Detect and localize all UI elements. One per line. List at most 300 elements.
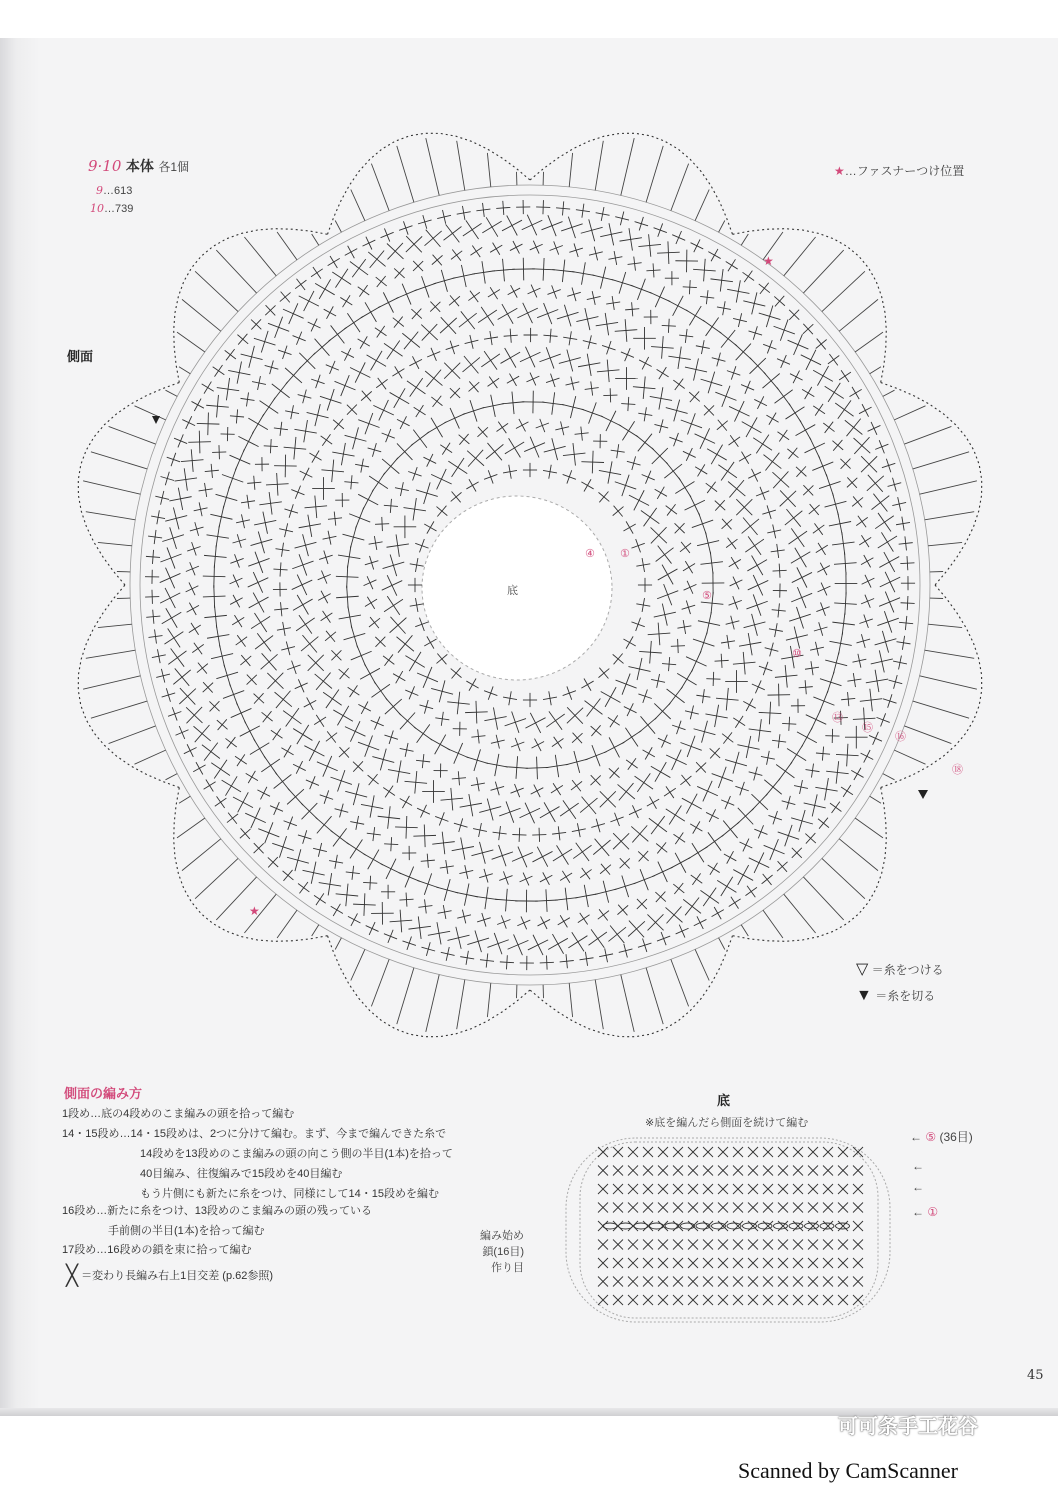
double-crochet-mark	[202, 743, 220, 761]
single-crochet-mark	[329, 855, 343, 869]
single-crochet-mark	[344, 475, 358, 489]
single-crochet-mark	[600, 864, 611, 875]
single-crochet-mark	[410, 558, 424, 572]
double-crochet-mark	[566, 751, 588, 773]
double-crochet-mark	[812, 456, 833, 477]
base-stitch-mark	[673, 1221, 683, 1231]
single-crochet-mark	[646, 263, 660, 277]
single-crochet-mark	[591, 819, 605, 833]
base-stitch-mark	[793, 1295, 803, 1305]
cut-thread-icon: ▼	[856, 987, 872, 1004]
double-crochet-mark	[421, 324, 437, 340]
double-crochet-mark	[791, 548, 810, 567]
single-crochet-mark	[638, 938, 651, 951]
single-crochet-mark	[450, 388, 460, 398]
single-crochet-mark	[365, 556, 379, 570]
double-crochet-mark	[274, 455, 297, 478]
double-crochet-mark	[666, 906, 683, 923]
base-stitch-mark	[793, 1277, 803, 1287]
single-crochet-mark	[484, 470, 497, 483]
single-crochet-mark	[696, 340, 710, 354]
base-stitch-mark	[733, 1166, 743, 1176]
double-crochet-mark	[223, 684, 244, 705]
double-crochet-mark	[789, 607, 811, 629]
single-crochet-mark	[629, 805, 642, 818]
single-crochet-mark	[856, 516, 867, 527]
single-crochet-mark	[882, 459, 895, 472]
double-crochet-mark	[613, 833, 629, 849]
single-crochet-mark	[321, 611, 333, 623]
base-arrow-3: ←	[912, 1180, 924, 1194]
double-crochet-mark	[667, 687, 685, 705]
treble-stitch-mark	[695, 949, 709, 980]
single-crochet-mark	[162, 688, 176, 702]
single-crochet-mark	[825, 729, 839, 743]
base-stitch-mark	[613, 1258, 623, 1268]
double-crochet-mark	[463, 220, 482, 239]
single-crochet-mark	[743, 699, 755, 711]
single-crochet-mark	[896, 517, 910, 531]
double-crochet-mark	[647, 914, 663, 930]
single-crochet-mark	[572, 733, 582, 743]
base-stitch-mark	[703, 1295, 713, 1305]
single-crochet-mark	[471, 777, 485, 791]
base-stitch-mark	[673, 1277, 683, 1287]
base-stitch-mark	[838, 1203, 848, 1213]
double-crochet-mark	[629, 490, 649, 510]
single-crochet-mark	[436, 506, 447, 517]
double-crochet-mark	[486, 754, 508, 776]
double-crochet-mark	[394, 515, 417, 538]
treble-stitch-mark	[426, 138, 439, 195]
single-crochet-mark	[358, 336, 370, 348]
single-crochet-mark	[772, 603, 786, 617]
double-crochet-mark	[505, 438, 524, 457]
single-crochet-mark	[796, 466, 806, 476]
base-stitch-mark	[613, 1295, 623, 1305]
single-crochet-mark	[466, 479, 478, 491]
single-crochet-mark	[596, 207, 610, 221]
single-crochet-mark	[550, 241, 563, 254]
double-crochet-mark	[358, 490, 378, 510]
single-crochet-mark	[484, 686, 497, 699]
single-crochet-mark	[791, 699, 805, 713]
instruction-line-2: 14・15段め…14・15段めは、2つに分けて編む。まず、今まで編んできた糸で	[62, 1128, 447, 1140]
double-crochet-mark	[292, 575, 313, 596]
double-crochet-mark	[834, 592, 857, 615]
single-crochet-mark	[247, 476, 261, 490]
single-crochet-mark	[571, 780, 582, 791]
double-crochet-mark	[654, 703, 670, 719]
double-crochet-mark	[628, 921, 645, 938]
treble-stitch-mark	[457, 980, 465, 1029]
single-crochet-mark	[488, 377, 500, 389]
single-crochet-mark	[451, 668, 462, 679]
double-crochet-mark	[656, 546, 674, 564]
double-crochet-mark	[735, 344, 752, 361]
single-crochet-mark	[558, 915, 570, 927]
double-crochet-mark	[444, 363, 460, 379]
treble-stitch-mark	[83, 676, 140, 689]
treble-stitch-mark	[646, 146, 663, 202]
double-crochet-mark	[299, 515, 321, 537]
double-crochet-mark	[206, 395, 229, 418]
single-crochet-mark	[189, 623, 201, 635]
double-crochet-mark	[845, 419, 863, 437]
double-crochet-mark	[639, 641, 662, 664]
double-crochet-mark	[578, 354, 600, 376]
base-stitch-mark	[613, 1221, 623, 1231]
treble-stitch-mark	[719, 938, 725, 950]
double-crochet-mark	[373, 400, 393, 420]
base-stitch-mark	[598, 1258, 608, 1268]
double-crochet-mark	[666, 400, 688, 422]
single-crochet-mark	[431, 396, 442, 407]
single-crochet-mark	[326, 731, 337, 742]
double-crochet-mark	[829, 513, 851, 535]
single-crochet-mark	[856, 634, 870, 648]
single-crochet-mark	[419, 700, 433, 714]
double-crochet-mark	[345, 721, 365, 741]
single-crochet-mark	[281, 641, 295, 655]
single-crochet-mark	[892, 497, 906, 511]
treble-stitch-mark	[671, 164, 689, 211]
double-crochet-mark	[471, 842, 493, 864]
treble-stitch-mark	[925, 650, 975, 658]
double-crochet-mark	[582, 402, 603, 423]
treble-stitch-mark	[371, 164, 389, 211]
single-crochet-mark	[773, 564, 787, 578]
double-crochet-mark	[553, 845, 572, 864]
double-crochet-mark	[285, 367, 302, 384]
single-crochet-mark	[274, 602, 288, 616]
base-stitch-mark	[718, 1277, 728, 1287]
single-crochet-mark	[145, 590, 159, 604]
base-stitch-mark	[628, 1166, 638, 1176]
single-crochet-mark	[721, 635, 735, 649]
single-crochet-mark	[400, 743, 414, 757]
single-crochet-mark	[323, 531, 337, 545]
double-crochet-mark	[508, 934, 529, 955]
single-crochet-mark	[499, 871, 512, 884]
single-crochet-mark	[813, 523, 824, 534]
double-crochet-mark	[593, 839, 610, 856]
treble-stitch-mark	[894, 406, 925, 420]
base-stitch-mark	[598, 1147, 608, 1157]
single-crochet-mark	[748, 469, 761, 482]
double-crochet-mark	[272, 382, 290, 400]
single-crochet-mark	[566, 377, 580, 391]
base-stitch-mark	[748, 1240, 758, 1250]
double-crochet-mark	[384, 341, 403, 360]
single-crochet-mark	[254, 693, 264, 703]
base-stitch-mark	[643, 1258, 653, 1268]
single-crochet-mark	[161, 472, 175, 486]
double-crochet-mark	[537, 303, 558, 324]
base-stitch-mark	[628, 1147, 638, 1157]
scallop-lobe	[328, 133, 531, 234]
double-crochet-mark	[238, 431, 258, 451]
single-crochet-mark	[767, 524, 781, 538]
double-crochet-mark	[589, 929, 607, 947]
double-crochet-mark	[685, 358, 707, 380]
base-stitch-mark	[628, 1295, 638, 1305]
base-stitch-mark	[688, 1147, 698, 1157]
single-crochet-mark	[575, 427, 589, 441]
double-crochet-mark	[479, 799, 501, 821]
double-crochet-mark	[506, 756, 529, 779]
single-crochet-mark	[512, 828, 526, 842]
base-stitch-mark	[628, 1258, 638, 1268]
double-crochet-mark	[620, 228, 642, 250]
base-stitch-mark	[823, 1221, 833, 1231]
double-crochet-mark	[686, 651, 707, 672]
treble-stitch-mark	[351, 949, 365, 980]
variant-b-value: …739	[104, 203, 134, 215]
single-crochet-mark	[449, 295, 460, 306]
double-crochet-mark	[520, 347, 541, 368]
double-crochet-mark	[197, 412, 220, 435]
double-crochet-mark	[654, 604, 676, 626]
double-crochet-mark	[165, 507, 187, 529]
double-crochet-mark	[880, 572, 900, 592]
double-crochet-mark	[387, 243, 404, 260]
single-crochet-mark	[384, 730, 397, 743]
double-crochet-mark	[616, 674, 637, 695]
single-crochet-mark	[803, 324, 813, 334]
single-crochet-mark	[355, 459, 369, 473]
base-stitch-mark	[823, 1203, 833, 1213]
base-stitch-mark	[793, 1203, 803, 1213]
double-crochet-mark	[399, 712, 416, 729]
single-crochet-mark	[237, 334, 248, 345]
double-crochet-mark	[512, 258, 535, 281]
single-crochet-mark	[213, 365, 225, 377]
double-crochet-mark	[546, 711, 564, 729]
single-crochet-mark	[347, 405, 357, 415]
single-crochet-mark	[193, 762, 205, 774]
treble-stitch-mark	[109, 426, 156, 444]
single-crochet-mark	[774, 296, 785, 307]
double-crochet-mark	[878, 532, 897, 551]
single-crochet-mark	[300, 468, 313, 481]
base-stitch-mark	[793, 1221, 803, 1231]
single-crochet-mark	[490, 243, 502, 255]
instructions-heading: 側面の編み方	[64, 1086, 143, 1101]
base-diagram	[566, 1138, 890, 1322]
chain-stitch-mark	[665, 1223, 679, 1229]
treble-stitch-mark	[569, 983, 572, 1017]
treble-stitch-mark	[920, 481, 977, 494]
fastener-text: …ファスナーつけ位置	[844, 164, 965, 178]
double-crochet-mark	[804, 794, 826, 816]
double-crochet-mark	[210, 506, 232, 528]
base-stitch-mark	[853, 1184, 863, 1194]
double-crochet-mark	[251, 613, 270, 632]
single-crochet-mark	[536, 200, 550, 214]
double-crochet-mark	[217, 378, 239, 400]
single-crochet-mark	[777, 355, 790, 368]
single-crochet-mark	[613, 653, 624, 664]
single-crochet-mark	[627, 456, 641, 470]
single-crochet-mark	[295, 679, 308, 692]
treble-stitch-mark	[135, 406, 166, 420]
treble-stitch-mark	[244, 237, 276, 276]
base-stitch-mark	[748, 1147, 758, 1157]
single-crochet-mark	[816, 543, 828, 555]
single-crochet-mark	[560, 871, 572, 883]
single-crochet-mark	[459, 865, 473, 879]
single-crochet-mark	[311, 267, 323, 279]
single-crochet-mark	[759, 283, 770, 294]
base-stitch-mark	[628, 1184, 638, 1194]
single-crochet-mark	[156, 669, 170, 683]
base-arrow-4: ←	[912, 1159, 924, 1173]
single-crochet-mark	[773, 584, 787, 598]
double-crochet-mark	[634, 869, 655, 890]
single-crochet-mark	[376, 276, 387, 287]
single-crochet-mark	[769, 623, 783, 637]
base-stitch-mark	[808, 1240, 818, 1250]
treble-stitch-mark	[839, 299, 878, 331]
row-marker-16: ⑯	[895, 731, 906, 743]
single-crochet-mark	[832, 440, 843, 451]
single-crochet-mark	[689, 391, 700, 402]
scallop-lobe	[328, 936, 531, 1037]
single-crochet-mark	[861, 750, 874, 763]
single-crochet-mark	[510, 241, 523, 254]
single-crochet-mark	[393, 671, 405, 683]
single-crochet-mark	[333, 419, 344, 430]
double-crochet-mark	[448, 743, 469, 764]
double-crochet-mark	[787, 745, 806, 764]
double-crochet-mark	[321, 460, 344, 483]
base-stitch-mark	[853, 1295, 863, 1305]
cut-thread-marker	[152, 416, 160, 424]
double-crochet-mark	[522, 215, 543, 236]
single-crochet-mark	[673, 883, 684, 894]
base-stitch-mark	[853, 1221, 863, 1231]
single-crochet-mark	[638, 851, 648, 861]
double-crochet-mark	[835, 400, 853, 418]
single-crochet-mark	[883, 694, 896, 707]
treble-stitch-mark	[457, 141, 465, 191]
double-crochet-mark	[258, 822, 279, 843]
single-crochet-mark	[367, 827, 381, 841]
single-crochet-mark	[268, 857, 278, 867]
treble-stitch-mark	[83, 481, 140, 494]
base-stitch-mark	[793, 1184, 803, 1194]
single-crochet-mark	[436, 653, 447, 664]
single-crochet-mark	[672, 721, 685, 734]
base-stitch-mark	[613, 1240, 623, 1250]
single-crochet-mark	[466, 678, 478, 690]
double-crochet-mark	[502, 216, 522, 236]
instruction-line-1: 1段め…底の4段めのこま編みの頭を拾って編む	[62, 1108, 295, 1120]
double-crochet-mark	[615, 475, 636, 496]
single-crochet-mark	[526, 373, 539, 386]
double-crochet-mark	[162, 608, 182, 628]
double-crochet-mark	[175, 468, 197, 490]
single-crochet-mark	[841, 785, 853, 797]
single-crochet-mark	[314, 715, 326, 727]
base-stitch-mark	[808, 1295, 818, 1305]
double-crochet-mark	[639, 716, 656, 733]
double-crochet-mark	[666, 805, 685, 824]
single-crochet-mark	[410, 598, 424, 612]
single-crochet-mark	[493, 826, 507, 840]
double-crochet-mark	[369, 473, 388, 492]
single-crochet-mark	[700, 290, 714, 304]
single-crochet-mark	[409, 356, 422, 369]
attach-legend	[856, 959, 944, 979]
double-crochet-mark	[832, 612, 854, 634]
double-crochet-mark	[427, 418, 446, 437]
scallop-lobe	[733, 788, 887, 942]
double-crochet-mark	[447, 927, 469, 949]
base-stitch-mark	[763, 1258, 773, 1268]
double-crochet-mark	[601, 687, 621, 707]
single-crochet-mark	[441, 947, 455, 961]
row-marker-15: ⑮	[862, 722, 873, 734]
single-crochet-mark	[852, 496, 863, 507]
single-crochet-mark	[823, 422, 834, 433]
double-crochet-mark	[776, 762, 794, 780]
single-crochet-mark	[262, 711, 273, 722]
base-row5-marker: ⑤	[925, 1130, 937, 1144]
single-crochet-mark	[151, 510, 165, 524]
single-crochet-mark	[813, 404, 825, 416]
double-crochet-mark	[444, 408, 465, 429]
double-crochet-mark	[203, 565, 226, 588]
single-crochet-mark	[749, 326, 763, 340]
base-stitch-mark	[778, 1166, 788, 1176]
single-crochet-mark	[394, 268, 404, 278]
double-crochet-mark	[747, 555, 767, 575]
single-crochet-mark	[221, 427, 235, 441]
double-crochet-mark	[299, 291, 319, 311]
treble-stitch-mark	[904, 426, 951, 444]
base-stitch-mark	[748, 1203, 758, 1213]
base-stitch-mark	[823, 1258, 833, 1268]
scallop-lobe	[881, 585, 982, 788]
single-crochet-mark	[418, 215, 432, 229]
single-crochet-mark	[381, 228, 394, 241]
chain-stitch-mark	[820, 1223, 834, 1229]
single-crochet-mark	[642, 471, 655, 484]
double-crochet-mark	[459, 311, 477, 329]
base-stitch-mark	[808, 1258, 818, 1268]
double-crochet-mark	[315, 673, 332, 690]
double-crochet-mark	[168, 649, 186, 667]
double-crochet-mark	[230, 449, 251, 470]
single-crochet-mark	[476, 203, 490, 217]
double-crochet-mark	[351, 645, 372, 666]
double-crochet-mark	[332, 443, 354, 465]
instruction-line-3: 14段めを13段めのこま編みの頭の向こう側の半目(1本)を拾って	[140, 1148, 453, 1160]
single-crochet-mark	[726, 616, 740, 630]
base-start-label	[480, 1228, 524, 1276]
double-crochet-mark	[697, 781, 718, 802]
double-crochet-mark	[759, 305, 781, 327]
single-crochet-mark	[631, 539, 644, 552]
single-crochet-mark	[754, 825, 767, 838]
fastener-star-top: ★	[763, 254, 774, 268]
double-crochet-mark	[695, 428, 715, 448]
base-stitch-mark	[778, 1203, 788, 1213]
double-crochet-mark	[668, 296, 688, 316]
single-crochet-mark	[438, 905, 452, 919]
